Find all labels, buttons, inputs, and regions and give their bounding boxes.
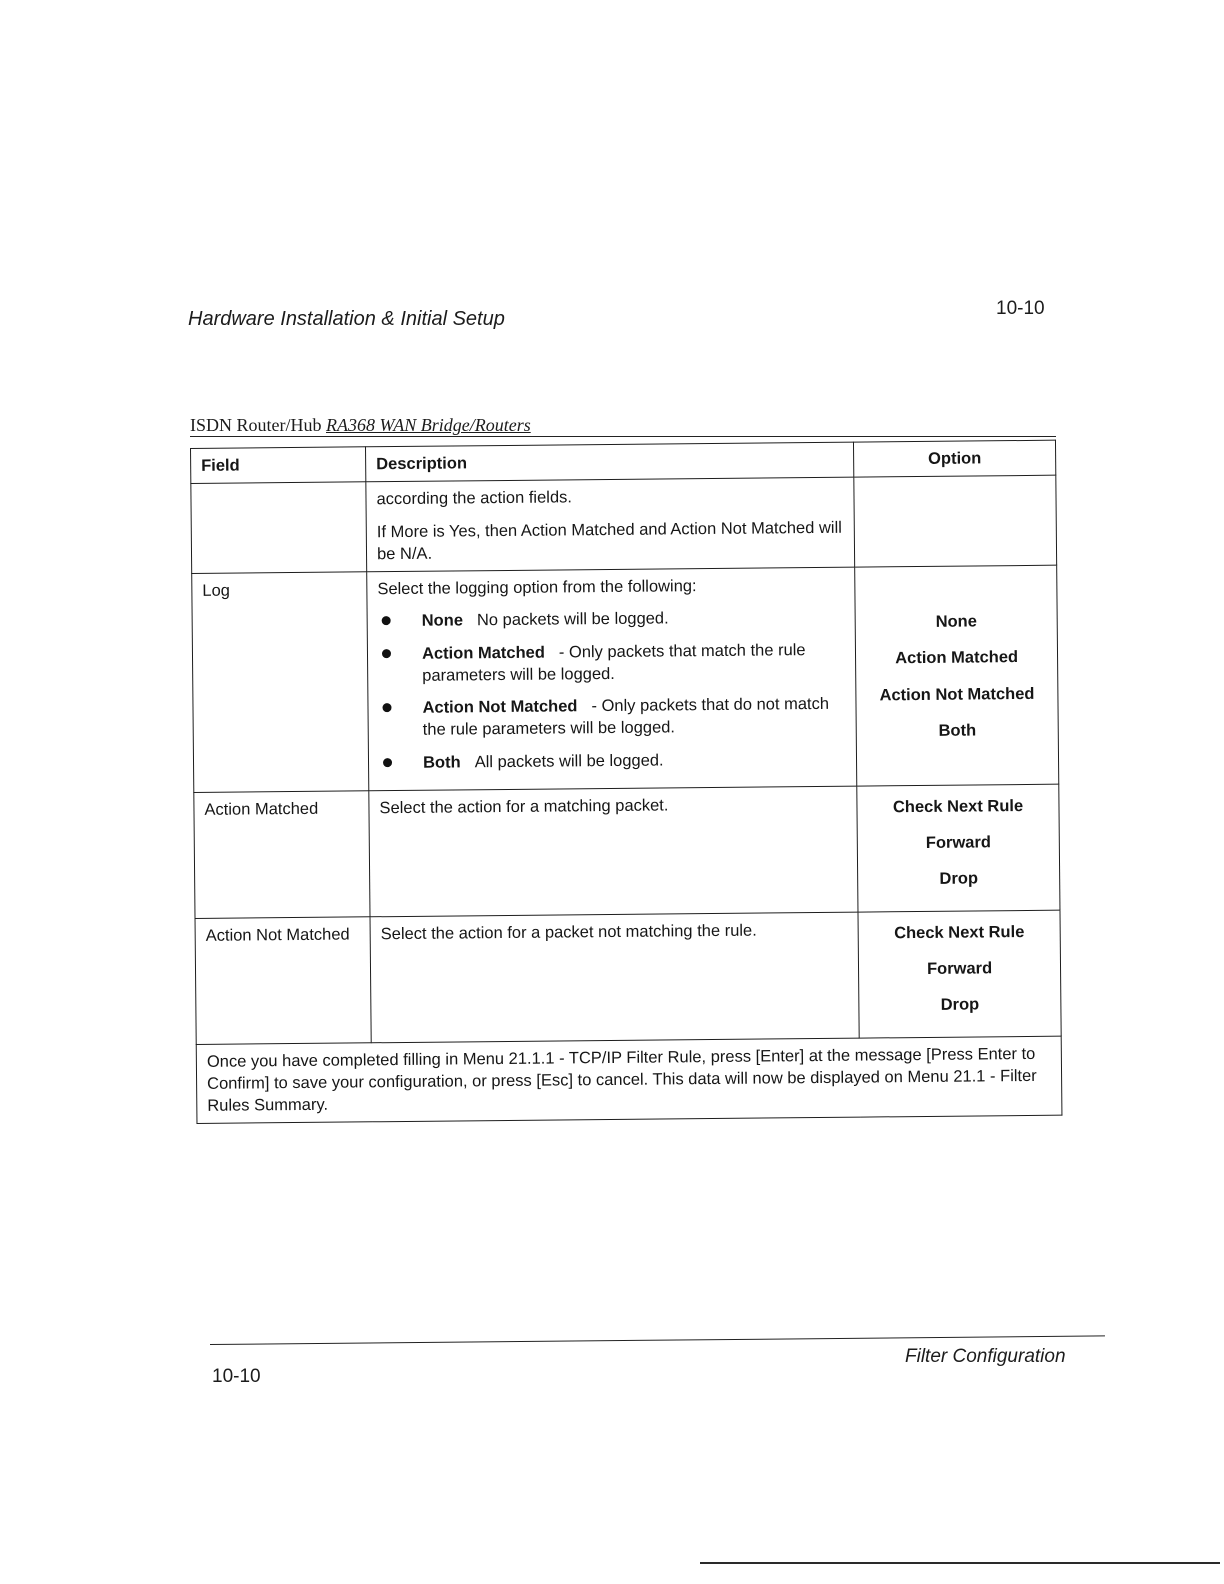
row2-field: Action Matched [194, 791, 370, 918]
row1-options [855, 565, 1059, 786]
bullet-term: None [421, 611, 464, 631]
row3-field: Action Not Matched [195, 917, 371, 1044]
option-value: Forward [926, 959, 993, 978]
list-item [378, 693, 845, 742]
footer-chapter-title: Filter Configuration [905, 1346, 1066, 1367]
row0-description [366, 477, 855, 571]
document-subtitle [190, 415, 531, 436]
confirmation-note: Once you have completed filling in Menu 21.1.1 - TCP/IP Filter Rule, press [Enter] at the message [Press Enter to Confirm] to save your configuration, or press [Esc] to cancel. This data will now be displayed on Menu 21.1 - Filter Rules Summary. [196, 1036, 1062, 1124]
option-value: Forward [925, 833, 992, 853]
table-row-log [192, 565, 1059, 792]
list-item [379, 747, 846, 774]
row1-description [367, 567, 857, 791]
row0-option [854, 475, 1057, 567]
row3-description: Select the action for a packet not matching the rule. [370, 912, 859, 1042]
footer-page-number: 10-10 [212, 1366, 261, 1387]
bullet-icon [383, 758, 392, 767]
running-header-page-number: 10-10 [996, 298, 1045, 319]
bullet-term: Action Matched [421, 643, 545, 663]
bullet-term: Both [422, 753, 461, 772]
option-value: Action Matched [895, 648, 1019, 668]
subtitle-prefix: ISDN Router/Hub [190, 415, 326, 435]
bullet-text: No packets will be logged. [476, 609, 669, 630]
header-option: Option [854, 440, 1056, 477]
list-item [378, 638, 845, 687]
table-row-action-not-matched [195, 910, 1061, 1044]
row2-description: Select the action for a matching packet. [369, 786, 858, 916]
bullet-text: All packets will be logged. [474, 751, 664, 771]
bullet-icon [382, 649, 391, 658]
option-value: Check Next Rule [894, 922, 1025, 942]
subtitle-model: RA368 WAN Bridge/Routers [326, 415, 531, 435]
row3-options [858, 910, 1061, 1038]
option-value: Both [938, 721, 977, 740]
bullet-term: Action Not Matched [422, 697, 578, 717]
log-option-list [378, 606, 847, 774]
option-value: Drop [939, 869, 979, 889]
bullet-icon [383, 703, 392, 712]
header-field: Field [191, 447, 366, 484]
option-value: Action Not Matched [879, 684, 1035, 704]
option-value: None [935, 612, 977, 631]
bullet-text: - Only packets that do not match the rule parameters will be logged. [422, 695, 830, 740]
row0-desc-line-1: according the action fields. [376, 488, 573, 509]
row0-field [191, 482, 367, 573]
footer-rule [210, 1335, 1105, 1345]
bullet-text: - Only packets that match the rule parameters will be logged. [422, 640, 806, 685]
header-description: Description [366, 442, 854, 482]
bullet-icon [382, 616, 391, 625]
table-row-continuation [191, 475, 1057, 573]
field-description-table [190, 440, 1062, 1125]
row1-intro: Select the logging option from the following: [377, 577, 697, 599]
list-item [378, 606, 845, 633]
scan-edge-line [700, 1562, 1220, 1564]
option-value: Check Next Rule [892, 796, 1024, 817]
row1-field: Log [192, 572, 369, 793]
table-row-action-matched [194, 784, 1060, 918]
row0-desc-line-2: If More is Yes, then Action Matched and Action Not Matched will be N/A. [376, 518, 842, 564]
running-header-title: Hardware Installation & Initial Setup [188, 308, 505, 330]
row2-options [857, 784, 1060, 912]
option-value: Drop [940, 995, 980, 1015]
table-row-note [196, 1036, 1062, 1124]
subtitle-underline [190, 436, 1056, 437]
